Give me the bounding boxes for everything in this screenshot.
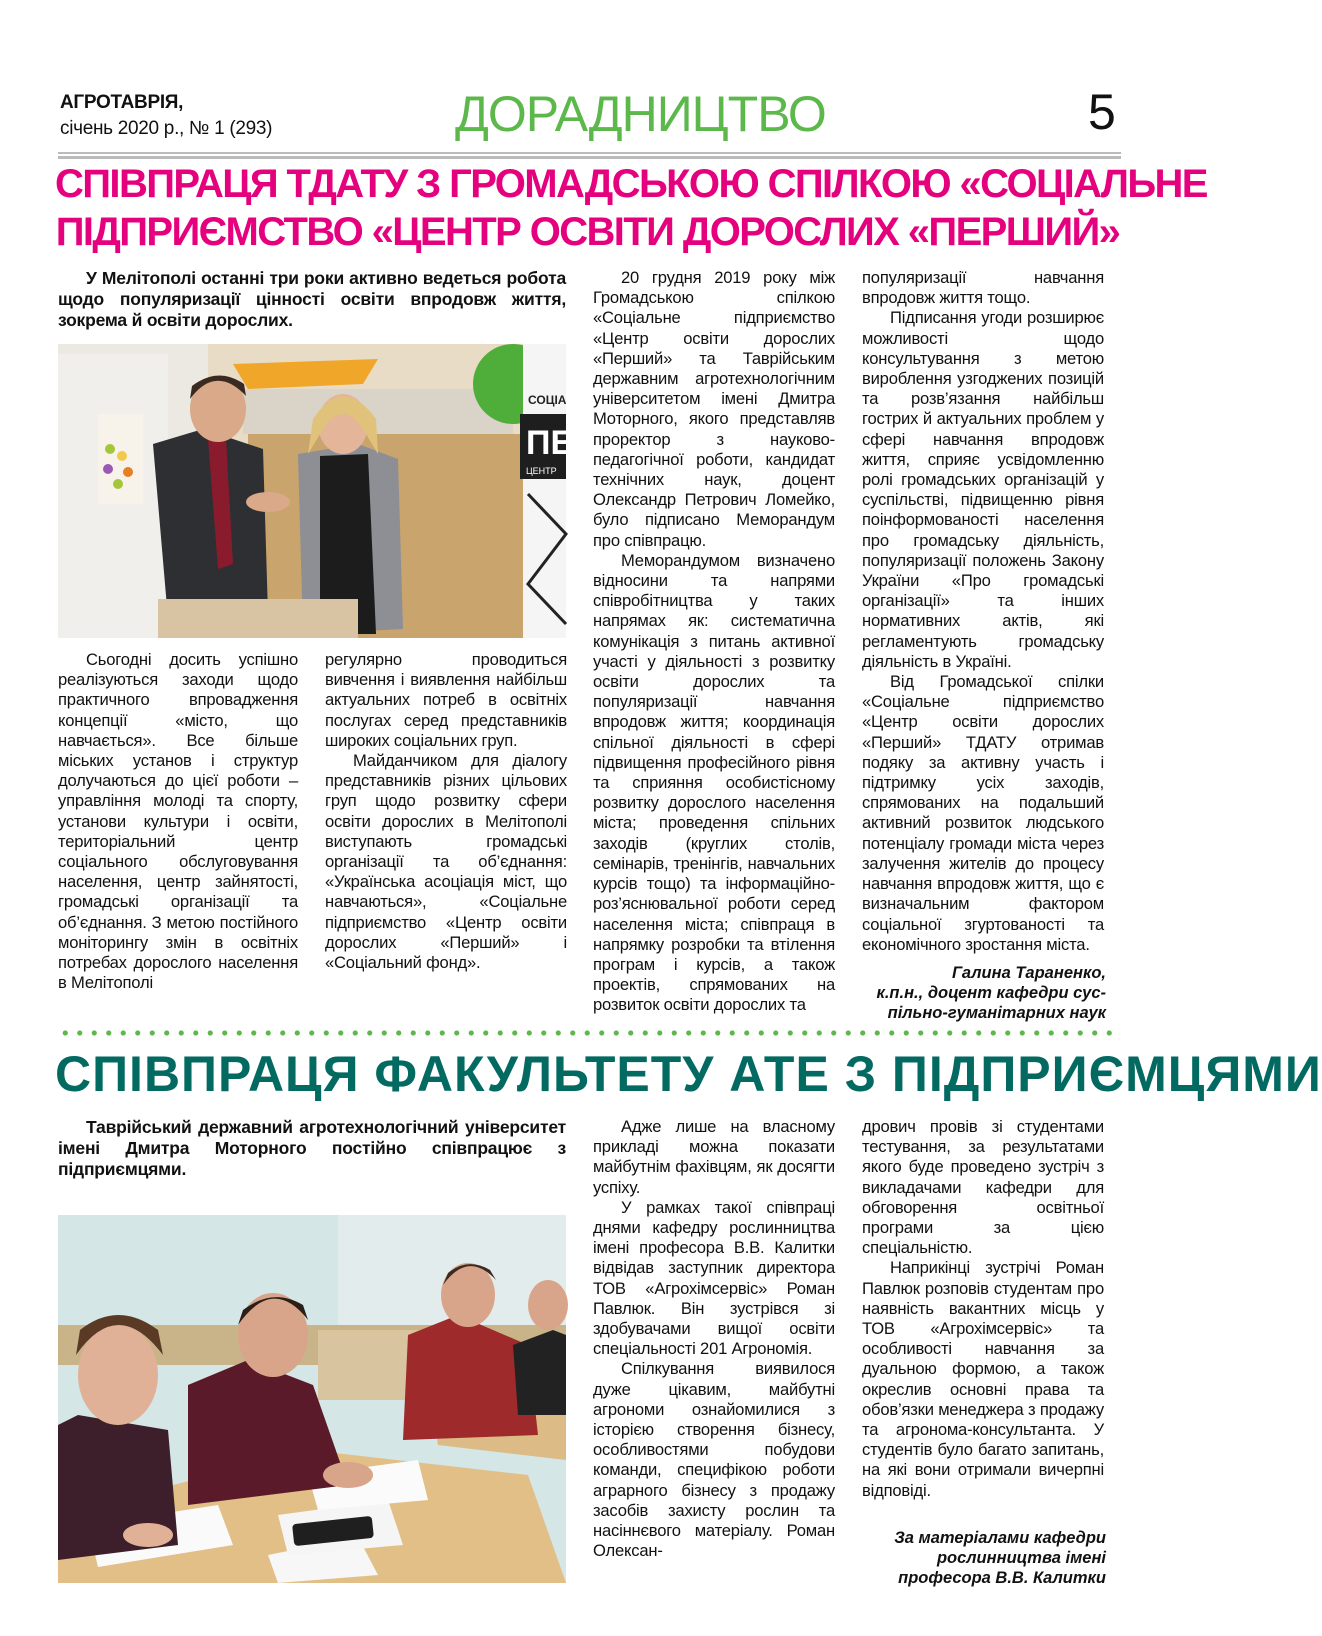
paragraph: Спілкування виявилося дуже цікавим, майбутні агрономи ознайомилися з історією створення бізнесу, особливостями побудови команди, специфікою роботи аграрного бізнесу з продажу засобів захисту рослин та насіннєвого матеріалу. Роман Олексан- — [593, 1359, 835, 1561]
article2-photo — [58, 1215, 566, 1583]
paragraph: Від Громадської спілки «Соціальне підприємство «Центр освіти дорослих «Перший» ТДАТУ отримав подяку за активну участь і підтримку усіх заходів, спрямованих на подальший активний розвиток людського потенціалу громади міста через залучення жителів до процесу навчання впродовж життя, що є визначальним фактором соціальної згуртованості та економічного зростання міста. — [862, 672, 1104, 954]
article1-byline — [850, 963, 1106, 1023]
header-rule — [58, 156, 1121, 159]
byline-source: За матеріалами кафедри — [894, 1529, 1106, 1547]
paragraph: Адже лише на власному прикладі можна показати майбутнім фахівцям, як досягти успіху. — [593, 1117, 835, 1197]
dotted-divider — [58, 1029, 1121, 1037]
article1-column-2 — [325, 650, 567, 973]
photo-sign-big: ПЕ — [526, 424, 574, 462]
header-rule — [58, 152, 1121, 154]
article2-column-3 — [593, 1117, 835, 1561]
paragraph: дрович провів зі студентами тестування, за результатами якого буде проведено зустріч з викладачами кафедри для обговорення освітньої програми за цією спеціальністю. — [862, 1117, 1104, 1258]
paragraph: Сьогодні досить успішно реалізуються заходи щодо практичного впровадження концепції «місто, що навчається». Все більше міських установ і структур долучаються до цієї роботи – управління молоді та спорту, установи культури і освіти, територіальний центр соціального обслуговування населення, центр зайнятості, громадські організації та об’єднання. З метою постійного моніторингу змін в освітніх потребах дорослого населення в Мелітополі — [58, 650, 298, 993]
article2-column-4 — [862, 1117, 1104, 1501]
article1-column-1 — [58, 650, 298, 993]
article1-column-4 — [862, 268, 1104, 955]
photo-sign-text: СОЦІА — [528, 393, 567, 407]
paragraph: 20 грудня 2019 року між Громадською спілкою «Соціальне підприємство «Центр освіти дорослих «Перший» та Таврійським державним агротехнологічним університетом імені Дмитра Моторного, якого представляв проректор з науково-педагогічної роботи, кандидат технічних наук, доцент Олександр Петрович Ломейко, було підписано Меморандум про співпрацю. — [593, 268, 835, 550]
byline-source: рослинництва імені — [936, 1549, 1106, 1567]
article2-byline — [850, 1528, 1106, 1588]
paragraph: У рамках такої співпраці днями кафедру рослинництва імені професора В.В. Калитки відвідав заступник директора ТОВ «Агрохімсервіс» Роман Павлюк. Він зустрівся зі здобувачами вищої освіти спеціальності 201 Агрономія. — [593, 1197, 835, 1359]
paragraph: регулярно проводиться вивчення і виявлення найбільш актуальних потреб в освітніх послугах серед представників широких соціальних груп. — [325, 650, 567, 750]
article2-lead: Таврійський державний агротехнологічний університет імені Дмитра Моторного постійно співпрацює з підприємцями. — [58, 1117, 566, 1179]
photo-sign-small: ЦЕНТР — [526, 466, 557, 476]
paragraph: Меморандумом визначено відносини та напрями співробітництва у таких напрямах як: систематична комунікація з питань активної участі у діяльності з розвитку освіти дорослих та популяризації навчання впродовж життя; координація спільної діяльності в сфері підвищення професійного рівня та сприяння особистісному розвитку дорослого населення міста; проведення спільних заходів (круглих столів, семінарів, тренінгів, навчальних курсів тощо) та інформаційно-роз’яснювальної роботи серед населення міста; співпраця в напрямку розробки та втілення програм і курсів, а також проектів, спрямованих на розвиток освіти дорослих та — [593, 550, 835, 1015]
byline-source: професора В.В. Калитки — [898, 1569, 1106, 1587]
paragraph: Майданчиком для діалогу представників різних цільових груп щодо розвитку сфери освіти дорослих в Мелітополі виступають громадські організації та об’єднання: «Українська асоціація міст, що навчаються», «Соціальне підприємство «Центр освіти дорослих «Перший» і «Соціальний фонд». — [325, 751, 567, 973]
article1-column-3 — [593, 268, 835, 1016]
byline-author: Галина Тараненко, — [951, 964, 1106, 982]
article2-headline: СПІВПРАЦЯ ФАКУЛЬТЕТУ АТЕ З ПІДПРИЄМЦЯМИ — [55, 1046, 1322, 1102]
headline-line: ПІДПРИЄМСТВО «ЦЕНТР ОСВІТИ ДОРОСЛИХ «ПЕРШИЙ» — [55, 210, 1120, 254]
newspaper-name: АГРОТАВРІЯ, — [60, 92, 184, 113]
article1-lead: У Мелітополі останні три роки активно ведеться робота щодо популяризації цінності освіти впродовж життя, зокрема й освіти дорослих. — [58, 268, 566, 330]
handshake-photo — [58, 344, 574, 638]
paragraph: Наприкінці зустрічі Роман Павлюк розповів студентам про наявність вакантних місць у ТОВ «Агрохімсервіс» та особливості навчання за дуальною формою, а також окреслив основні права та обов’язки менеджера з продажу та агронома-консультанта. У студентів було багато запитань, на які вони отримали вичерпні відповіді. — [862, 1258, 1104, 1500]
article1-photo — [58, 344, 574, 638]
byline-title: к.п.н., доцент кафедри сус- — [876, 984, 1106, 1002]
headline-line: СПІВПРАЦЯ ТДАТУ З ГРОМАДСЬКОЮ СПІЛКОЮ «СОЦІАЛЬНЕ — [55, 162, 1207, 206]
paragraph: популяризації навчання впродовж життя тощо. — [862, 268, 1104, 308]
byline-title: пільно-гуманітарних наук — [887, 1004, 1106, 1022]
classroom-photo — [58, 1215, 566, 1583]
paragraph: Підписання угоди розширює можливості щодо консультування з метою вироблення узгоджених позицій та розв’язання найбільш гострих й актуальних проблем у сфері навчання впродовж життя, сприяє усвідомленню ролі громадських організацій у суспільстві, підвищенню рівня поінформованості населення про громадську діяльність, популяризації положень Закону України «Про громадські організації» та інших нормативних актів, які регламентують громадську діяльність в Україні. — [862, 308, 1104, 671]
issue-info: січень 2020 р., № 1 (293) — [60, 118, 273, 139]
article1-headline — [55, 160, 1207, 256]
section-title: ДОРАДНИЦТВО — [455, 86, 826, 142]
page-number: 5 — [1088, 84, 1116, 140]
